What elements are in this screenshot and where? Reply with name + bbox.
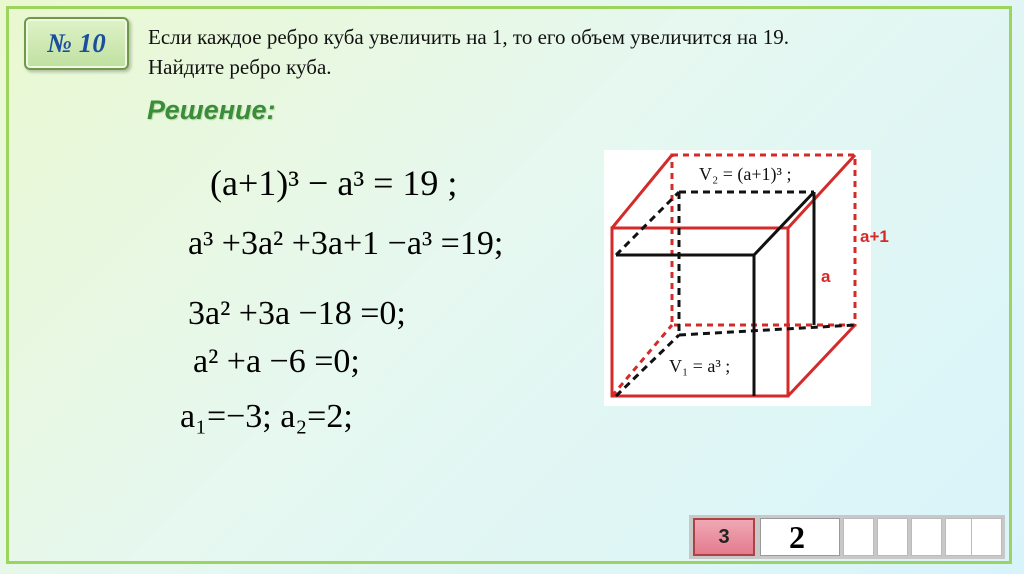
problem-statement xyxy=(148,22,988,82)
answer-button[interactable]: 3 xyxy=(693,518,755,556)
problem-number-badge xyxy=(24,17,129,70)
problem-number: № 10 xyxy=(47,28,106,58)
problem-line-1: Если каждое ребро куба увеличить на 1, то его объем увеличится на 19. xyxy=(148,25,789,49)
answer-cell[interactable] xyxy=(911,518,942,556)
cube-diagram xyxy=(604,150,889,406)
equation-4: a² +a −6 =0; xyxy=(193,343,360,380)
edge-label-a-plus-1: a+1 xyxy=(860,227,889,246)
answer-cell[interactable] xyxy=(971,518,1002,556)
cube-svg xyxy=(604,150,904,406)
v1-label: V₁ = a³ ; xyxy=(669,356,731,376)
v2-label: V₂ = (a+1)³ ; xyxy=(699,164,792,184)
solution-heading: Решение: xyxy=(147,95,276,125)
problem-line-2: Найдите ребро куба. xyxy=(148,55,332,79)
equation-2: a³ +3a² +3a+1 −a³ =19; xyxy=(188,225,504,262)
answer-cell[interactable] xyxy=(877,518,908,556)
equation-3: 3a² +3a −18 =0; xyxy=(188,295,406,332)
answer-cell[interactable] xyxy=(843,518,874,556)
answer-field[interactable]: 2 xyxy=(760,518,840,556)
answer-navigator xyxy=(689,515,1005,559)
equation-5-roots: a₁=−3; a₂=2; xyxy=(180,398,353,435)
edge-label-a: a xyxy=(821,267,831,286)
equation-1: (a+1)³ − a³ = 19 ; xyxy=(210,163,458,203)
inner-cube xyxy=(616,192,855,396)
